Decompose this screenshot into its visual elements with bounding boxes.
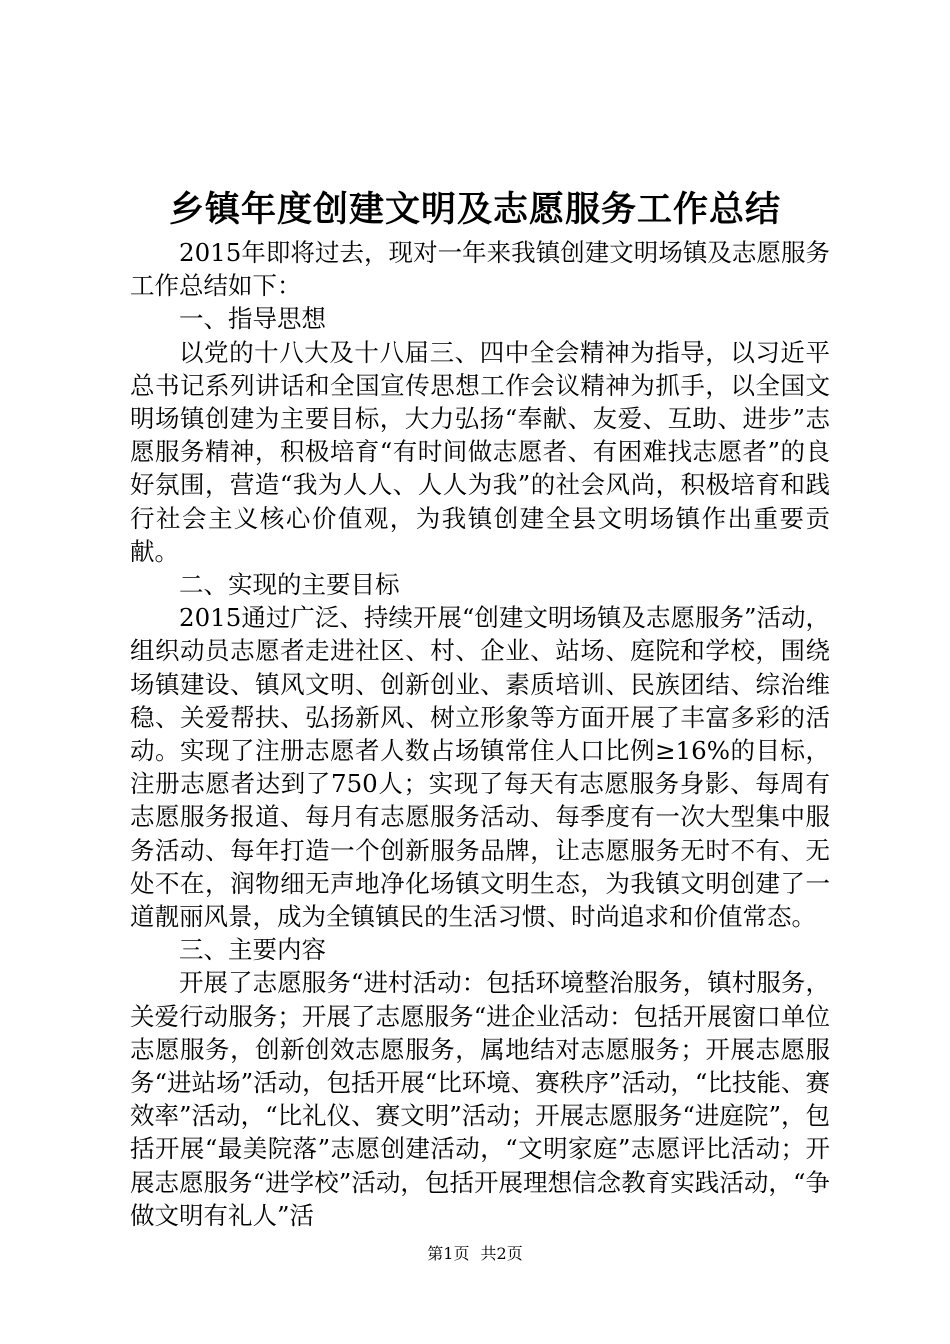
intro-paragraph: 2015年即将过去，现对一年来我镇创建文明场镇及志愿服务工作总结如下： bbox=[130, 238, 830, 301]
document-title: 乡镇年度创建文明及志愿服务工作总结 bbox=[168, 190, 781, 230]
main-content-paragraph: 开展了志愿服务“进村活动：包括环境整治服务，镇村服务，关爱行动服务；开展了志愿服务“进企业活动：包括开展窗口单位志愿服务，创新创效志愿服务，属地结对志愿服务；开展志愿服务“进站场”活动，包括开展“比环境、赛秩序”活动，“比技能、赛效率”活动，“比礼仪、赛文明”活动；开展志愿服务“进庭院”，包括开展“最美院落”志愿创建活动，“文明家庭”志愿评比活动；开展志愿服务“进学校”活动，包括开展理想信念教育实践活动，“争做文明有礼人”活 bbox=[130, 968, 830, 1230]
section-heading-main-goals: 二、实现的主要目标 bbox=[179, 570, 400, 600]
guiding-ideology-paragraph: 以党的十八大及十八届三、四中全会精神为指导，以习近平总书记系列讲话和全国宣传思想工作会议精神为抓手，以全国文明场镇创建为主要目标，大力弘扬“奉献、友爱、互助、进步”志愿服务精神，积极培育“有时间做志愿者、有困难找志愿者”的良好氛围，营造“我为人人、人人为我”的社会风尚，积极培育和践行社会主义核心价值观，为我镇创建全县文明场镇作出重要贡献。 bbox=[130, 337, 830, 566]
section-heading-guiding-ideology: 一、指导思想 bbox=[179, 304, 326, 334]
current-page-number: 第1页 bbox=[427, 1244, 470, 1263]
total-page-count: 共2页 bbox=[480, 1244, 523, 1263]
page-footer bbox=[0, 1242, 950, 1266]
main-goals-paragraph: 2015通过广泛、持续开展“创建文明场镇及志愿服务”活动，组织动员志愿者走进社区、村、企业、站场、庭院和学校，围绕场镇建设、镇风文明、创新创业、素质培训、民族团结、综治维稳、关爱帮扶、弘扬新风、树立形象等方面开展了丰富多彩的活动。实现了注册志愿者人数占场镇常住人口比例≥16%的目标，注册志愿者达到了750人；实现了每天有志愿服务身影、每周有志愿服务报道、每月有志愿服务活动、每季度有一次大型集中服务活动、每年打造一个创新服务品牌，让志愿服务无时不有、无处不在，润物细无声地净化场镇文明生态，为我镇文明创建了一道靓丽风景，成为全镇镇民的生活习惯、时尚追求和价值常态。 bbox=[130, 603, 830, 932]
section-heading-main-content: 三、主要内容 bbox=[179, 935, 326, 965]
document-body bbox=[130, 236, 830, 1232]
